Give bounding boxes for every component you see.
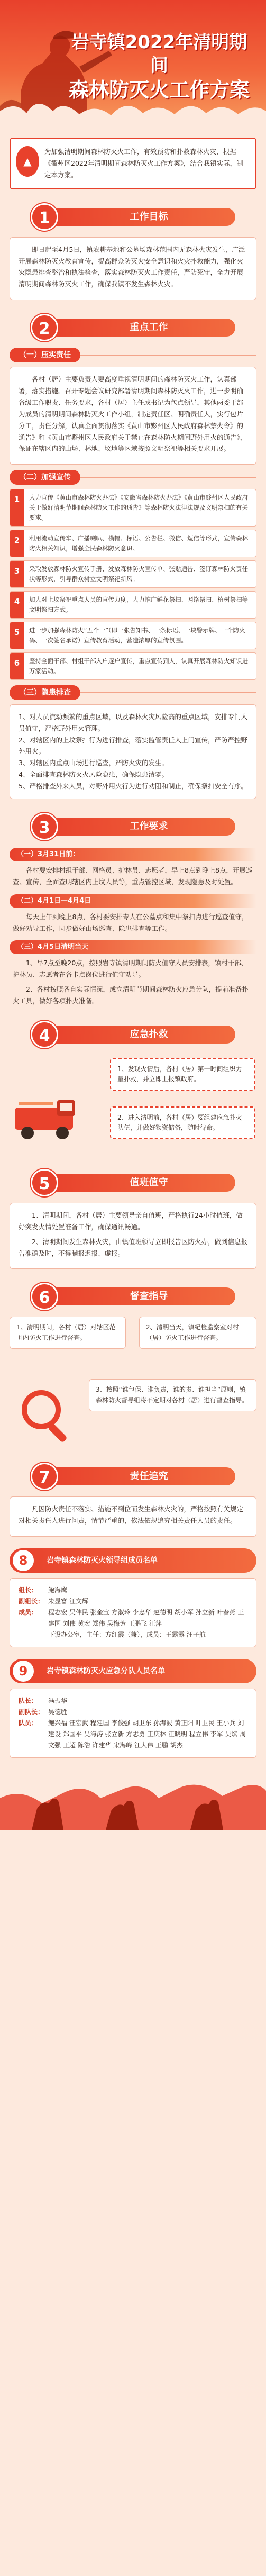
hazard-card <box>10 704 256 799</box>
supervision-item-2 <box>139 1317 256 1348</box>
supervision-item-1 <box>10 1317 126 1348</box>
subheading-row <box>10 470 256 485</box>
publicity-list <box>10 489 256 680</box>
title-line-1: 岩寺镇2022年清明期间 <box>71 32 247 77</box>
item-number: 1 <box>10 489 24 526</box>
list-item-text: 采取发放森林防火宣传手册、发放森林防火宣传单、张贴通告、签订森林防火责任状等形式，引导群众树立文明祭祀新风。 <box>29 565 248 583</box>
hazard-item-text: 对辖区内重点山场进行巡查，严防火灾的发生。 <box>29 759 168 767</box>
item-number: 3 <box>10 561 24 587</box>
emergency-step-1-text: 1、发现火情后，各村（居）第一时间组织力量扑救，并立即上报镇政府。 <box>117 1065 242 1083</box>
flame-decoration-icon <box>0 90 266 127</box>
emergency-step-2-text: 2、进入清明前，各村（居）要组建应急扑火队伍，并做好物资储备，随时待命。 <box>117 1113 242 1132</box>
duty-text-1: 1、清明期间，各村（居）主要领导亲自值班，严格执行24小时值班，做好突发火情处置准备工作，确保通讯畅通。 <box>19 1211 243 1231</box>
roster-value: 朱显富 汪文辉 <box>48 1598 88 1606</box>
supervision-item-3 <box>89 1379 256 1411</box>
section-6-number: 6 <box>31 1283 58 1310</box>
hazard-item-text: 严格排查外来人员，对野外用火行为进行劝阻和制止，确保祭扫安全有序。 <box>29 782 247 791</box>
magnifier-icon <box>15 1384 78 1443</box>
section-9-title: 岩寺镇森林防灭火应急分队人员名单 <box>47 1667 165 1676</box>
section-3-number: 3 <box>31 813 58 840</box>
date-1-body <box>13 865 253 888</box>
section-7-title: 责任追究 <box>47 1467 235 1485</box>
flame-icon: ▲ <box>16 146 39 177</box>
section-1-card <box>10 237 256 301</box>
section-2-number: 2 <box>31 314 58 341</box>
subheading-hazard-check: （三）隐患排查 <box>10 685 80 700</box>
roster-value: 冯振华 <box>48 1697 68 1705</box>
date-3-text: 2、各村按照各自实际情况，成立清明节期间森林防火应急分队，提前准备扑火工具，做好各项扑火准备。 <box>13 985 249 1005</box>
hazard-item <box>19 769 247 781</box>
roster-key: 队员： <box>19 1719 38 1727</box>
roster-row <box>19 1596 247 1607</box>
roster-key <box>19 1629 48 1640</box>
section-5-header <box>10 1168 256 1198</box>
list-item-text: 加大对上坟祭祀重点人员的宣传力度，大力推广鲜花祭扫、网络祭扫、植树祭扫等文明祭扫方式。 <box>29 596 248 613</box>
section-8-title: 岩寺镇森林防灭火领导组成员名单 <box>47 1556 158 1565</box>
section-3-title: 工作要求 <box>47 818 235 836</box>
supervision-item-3-text: 3、按照“谁包保、谁负责，谁的责、谁担当”原则，镇森林防火督导组将不定期对各村（居）进行督查指导。 <box>96 1386 249 1404</box>
section-9-number: 9 <box>13 1661 34 1682</box>
item-number: 2 <box>10 530 24 557</box>
roster-key: 副队长： <box>19 1708 44 1716</box>
accountability-card <box>10 1496 256 1537</box>
roster-row <box>19 1718 247 1751</box>
hazard-item-text: 全面排查森林防灭火风险隐患，确保隐患清零。 <box>29 770 168 779</box>
roster-value: 下设办公室，主任：方红霞（兼），成员：王露露 汪子航 <box>48 1631 206 1639</box>
section-4-header <box>10 1020 256 1049</box>
section-9-banner <box>10 1659 256 1683</box>
section-1-number: 1 <box>31 203 58 231</box>
hazard-item-text: 对人员流动频繁的重点区域，以及森林火灾风险高的重点区域，安排专门人员值守，严格野外用火管理。 <box>19 712 247 732</box>
date-3-body <box>13 957 253 1007</box>
section-6-header <box>10 1282 256 1311</box>
roster-key: 成员： <box>19 1609 38 1617</box>
title-line-2: 森林防灭火工作方案 <box>68 78 250 102</box>
roster-value: 程志宏 吴伟民 张金宝 方淑玲 李忠华 赵德明 胡小军 孙立新 叶春燕 王建国 刘伟 黄宏 郑伟 吴梅芳 王鹏飞 汪萍 <box>48 1609 244 1628</box>
roster-key: 队长： <box>19 1697 38 1705</box>
subheading-row <box>10 685 256 700</box>
section-8-banner <box>10 1548 256 1573</box>
section-5-title: 值班值守 <box>47 1174 235 1192</box>
supervision-block <box>10 1317 256 1449</box>
date-bar-2: （二）4月1日—4月4日 <box>10 894 256 908</box>
intro-text: 为加强清明期间森林防灭火工作，有效预防和扑救森林火灾，根据《衢州区2022年清明期间森林防灭火工作方案》，结合我镇实际，制定本方案。 <box>44 148 243 179</box>
section-5-number: 5 <box>31 1169 58 1196</box>
hazard-item-number: 2、 <box>19 736 30 744</box>
hazard-item-number: 4、 <box>19 770 30 779</box>
list-item <box>10 560 256 588</box>
hazard-item <box>19 757 247 769</box>
subheading-row <box>10 348 256 362</box>
accountability-text: 凡因防火责任不落实、措施不到位而发生森林火灾的，严格按照有关规定对相关责任人进行问责，情节严重的，依法依规追究相关责任人员的责任。 <box>19 1505 244 1525</box>
roster-row <box>19 1707 247 1718</box>
section-2-header <box>10 313 256 342</box>
list-item-text: 利用流动宣传车、广播喇叭、横幅、标语、公告栏、微信、短信等形式，宣传森林防火相关知识，增强全民森林防火意识。 <box>29 534 248 552</box>
section-1-title: 工作目标 <box>47 208 235 226</box>
subheading-responsibility: （一）压实责任 <box>10 348 80 362</box>
item-number: 5 <box>10 622 24 649</box>
section-1-header <box>10 202 256 232</box>
date-bar-3: （三）4月5日清明当天 <box>10 940 256 954</box>
list-item <box>10 530 256 557</box>
section-6-title: 督查指导 <box>47 1287 235 1305</box>
date-2-body <box>13 911 253 935</box>
item-number: 4 <box>10 592 24 618</box>
subheading-publicity: （二）加强宣传 <box>10 470 80 485</box>
date-3-text: 1、早7点至晚20点，按照岩寺镇清明期间防火值守人员安排表，镇村干部、护林员、志愿者在各卡点岗位进行值守劝导。 <box>13 959 248 979</box>
supervision-item-1-text: 1、清明期间，各村（居）对辖区范围内防火工作进行督查。 <box>16 1323 116 1341</box>
firefighters-silhouette-icon <box>0 1766 266 1830</box>
section-7-number: 7 <box>31 1463 58 1490</box>
intro-card <box>10 138 256 189</box>
hazard-item <box>19 734 247 758</box>
roster-value: 鲍海鹰 <box>48 1586 68 1594</box>
duty-text-2: 2、清明期间发生森林火灾，由镇值班领导立即报告区防火办，做到信息报告准确及时，不得瞒报迟报、虚报。 <box>19 1237 247 1257</box>
section-1-text: 即日起至4月5日，镇农耕基地和公墓场森林范围内无森林火灾发生，广泛开展森林防灭火教育宣传，提高群众防灭火安全意识和火灾扑救能力，强化火灾隐患排查整治和执法检查，落实森林防灭火工作责任，严防死守，全力开展清明期间森林防灭火工作，确保我镇不发生森林火灾。 <box>19 245 245 288</box>
section-7-header <box>10 1462 256 1491</box>
section-4-number: 4 <box>31 1021 58 1048</box>
roster-key: 副组长： <box>19 1598 44 1606</box>
list-item-text: 进一步加强森林防火“五个一”（即一张告知书、一条标语、一块警示牌、一个防火码、一次签名承诺）宣传教育活动，营造浓厚的宣传氛围。 <box>29 626 245 644</box>
hazard-item-number: 3、 <box>19 759 30 767</box>
header-banner <box>0 0 266 127</box>
date-2-text: 每天上午到晚上8点，各村要安排专人在公墓点和集中祭扫点进行巡查值守，做好劝导工作，同步做好山场巡查、隐患排查等工作。 <box>13 912 249 932</box>
list-item-text: 坚持全面干部、村组干部入户逐户宣传，重点宣传到人，认真开展森林防火知识进万家活动。 <box>29 657 248 675</box>
emergency-step-1 <box>110 1058 255 1091</box>
roster-row <box>19 1607 247 1629</box>
date-1-text: 各村要安排村组干部、网格员、护林员、志愿者，早上8点到晚上8点，开展巡查、宣传，全面查明辖区内上坟人员等，重点管控区域，发现隐患及时处置。 <box>13 866 253 886</box>
emergency-step-2 <box>110 1106 255 1139</box>
list-item <box>10 622 256 649</box>
leadership-roster <box>10 1578 256 1647</box>
duty-card <box>10 1203 256 1269</box>
roster-row <box>19 1585 247 1596</box>
list-item <box>10 489 256 527</box>
list-item <box>10 652 256 680</box>
list-item <box>10 591 256 619</box>
hazard-item-number: 1、 <box>19 712 30 721</box>
fire-truck-icon <box>10 1086 89 1145</box>
roster-value: 吴德胜 <box>48 1708 68 1716</box>
roster-row <box>19 1695 247 1707</box>
hazard-item <box>19 711 247 734</box>
hazard-item-text: 对辖区内的上坟祭扫行为进行排查，落实监管责任人上门宣传，严防严控野外用火。 <box>19 736 247 756</box>
roster-key: 组长： <box>19 1586 38 1594</box>
section-8-number: 8 <box>13 1550 34 1571</box>
item-number: 6 <box>10 653 24 679</box>
footer-decoration <box>0 1766 266 1830</box>
roster-row <box>19 1629 247 1640</box>
section-4-title: 应急扑救 <box>47 1026 235 1044</box>
supervision-item-2-text: 2、清明当天，镇纪检监察室对村（居）防火工作进行督查。 <box>146 1323 239 1341</box>
section-2-title: 重点工作 <box>47 319 235 337</box>
responsibility-card <box>10 367 256 465</box>
hazard-item-number: 5、 <box>19 782 30 791</box>
hazard-item <box>19 781 247 792</box>
emergency-team-roster <box>10 1689 256 1758</box>
responsibility-text: 各村（居）主要负责人要高度重视清明期间的森林防灭火工作，认真部署，落实措施。召开专题会议研究部署清明期间森林防灭火工作，进一步明确各级工作职责、任务要求，各村（居）主任或书记为包点领导，其他两委干部为成员的清明期间森林防灭火工作小组，制定责任区、明确责任人，实行包片分工，责任分解，认真全面贯彻落实《黄山市黟州区人民政府森林禁火令》的通告》和《黄山市黟州区人民政府关于禁止在森林防火期间野外用火的通告》，保证在辖区内的山场、林地、坟地等区域按照文明祭祀等相关要求开展。 <box>19 375 247 453</box>
emergency-block <box>10 1055 256 1155</box>
section-3-header <box>10 812 256 841</box>
list-item-text: 大力宣传《黄山市森林防火办法》《安徽省森林防火办法》《黄山市黟州区人民政府关于做好清明节期间森林防火工作的通告》等森林防火法律法规及文明祭扫的有关要求。 <box>29 494 248 522</box>
date-bar-1: （一）3月31日前： <box>10 848 256 861</box>
roster-value: 鲍兴福 汪宏武 程建国 李俊强 胡卫东 孙海波 黄正阳 叶卫民 王小兵 刘建设 郑国平 吴海涛 张立新 方志勇 王庆林 汪晓明 程立伟 李军 吴斌 周文强 王超 陈浩 许建华 宋海峰 江大伟 王鹏 胡杰 <box>48 1719 246 1749</box>
